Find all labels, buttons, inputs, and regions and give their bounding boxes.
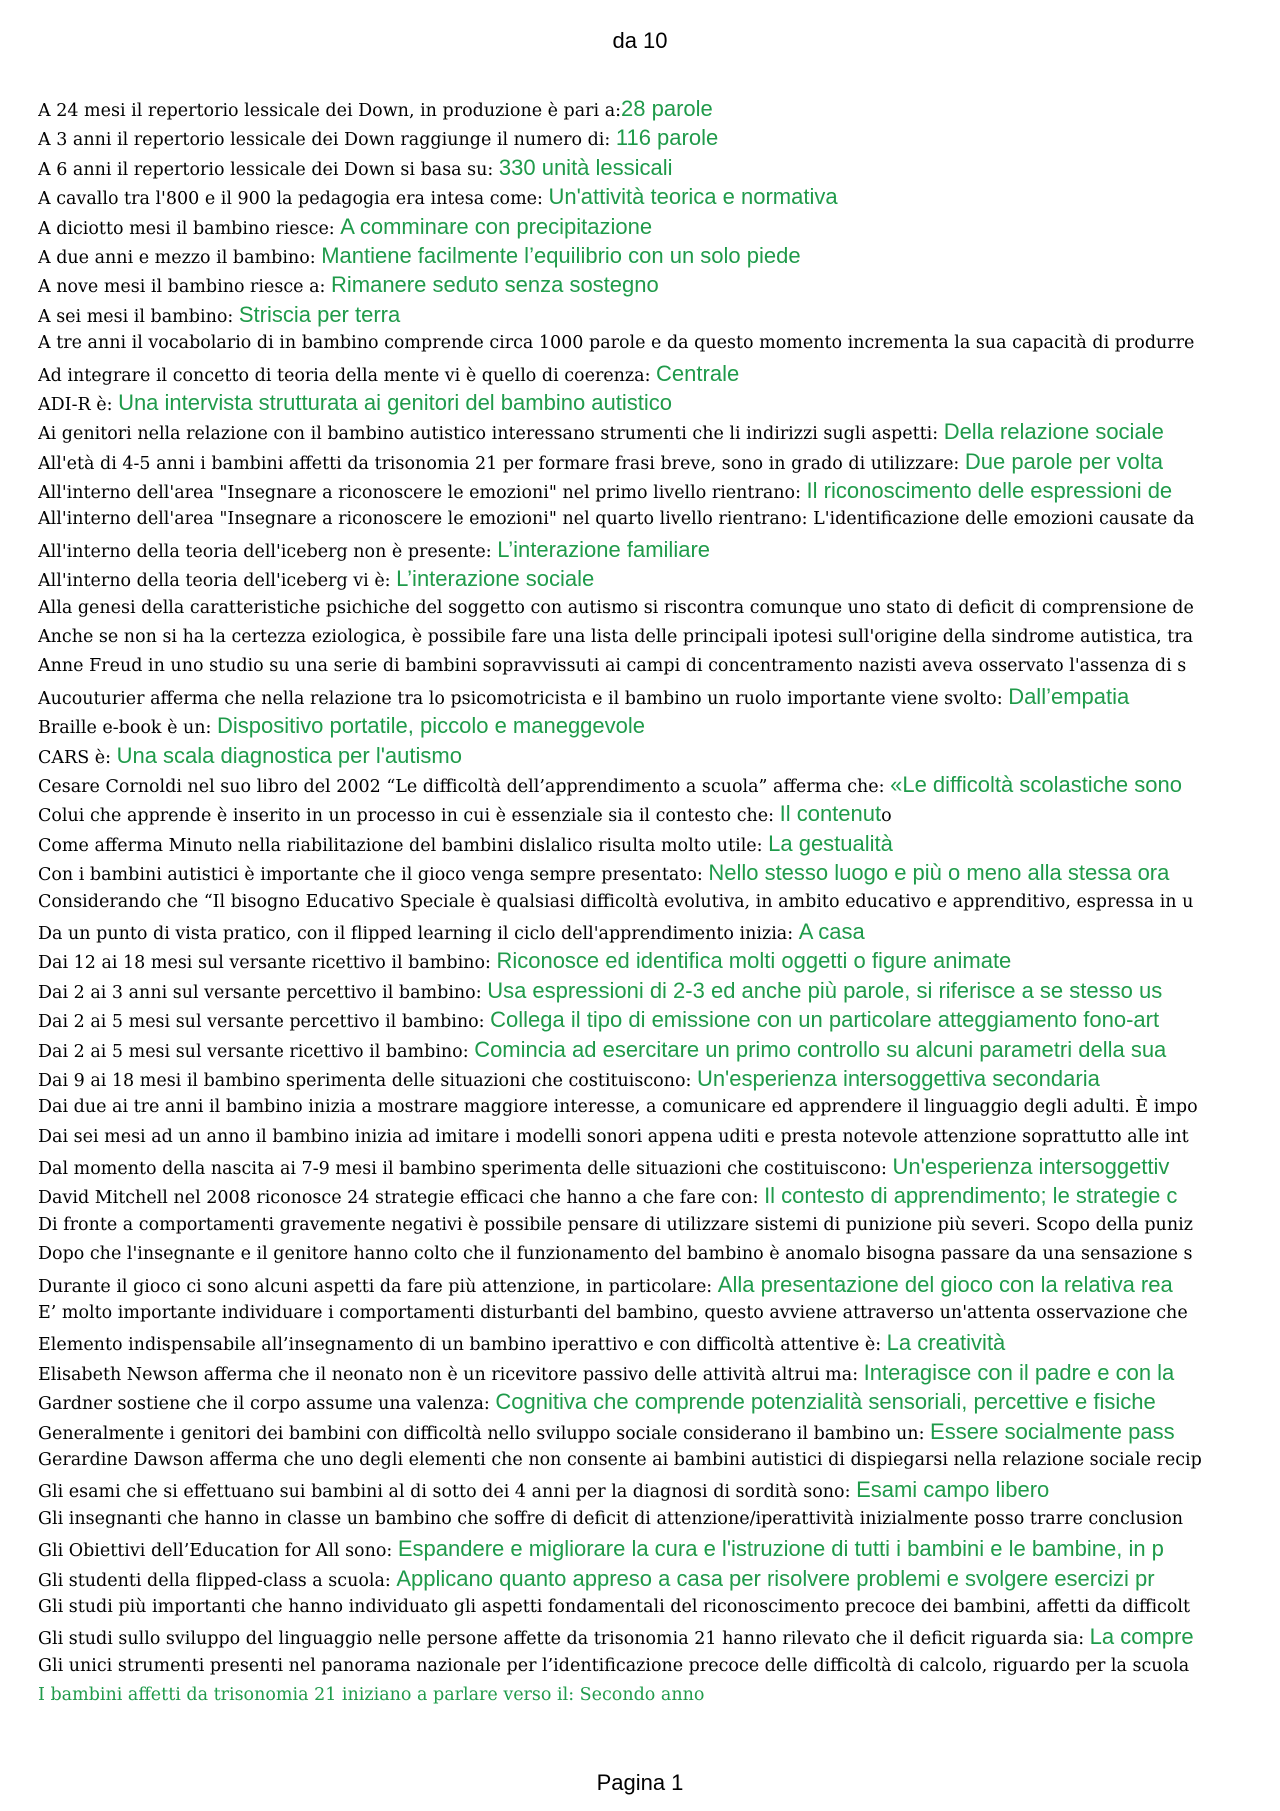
question-text: Considerando che “Il bisogno Educativo Speciale è qualsiasi difficoltà evolutiva, in ambito educativo e apprenditivo, espressa in u xyxy=(38,891,1194,912)
qa-row xyxy=(38,329,1230,358)
question-text: A cavallo tra l'800 e il 900 la pedagogia era intesa come: xyxy=(38,189,549,210)
answer-text: Della relazione sociale xyxy=(943,419,1164,445)
qa-row xyxy=(38,1123,1230,1152)
qa-row xyxy=(38,182,1230,211)
answer-text: Essere socialmente pass xyxy=(930,1418,1175,1444)
answer-text: Mantiene facilmente l’equilibrio con un solo piede xyxy=(321,242,801,268)
question-text: Aucouturier afferma che nella relazione tra lo psicomotricista e il bambino un ruolo importante viene svolto: xyxy=(38,688,1009,709)
answer-text: Riconosce ed identifica molti oggetti o figure animate xyxy=(496,948,1012,974)
question-text: I bambini affetti da trisonomia 21 iniziano a parlare verso il: xyxy=(38,1685,580,1706)
qa-row xyxy=(38,1475,1230,1504)
question-text: Da un punto di vista pratico, con il flipped learning il ciclo dell'apprendimento inizia: xyxy=(38,923,799,944)
question-text: All'interno della teoria dell'iceberg vi è: xyxy=(38,571,397,592)
question-text: Dopo che l'insegnante e il genitore hanno colto che il funzionamento del bambino è anomalo bisogna passare da una sensazione s xyxy=(38,1244,1193,1265)
qa-row xyxy=(38,359,1230,388)
answer-text: Striscia per terra xyxy=(238,301,401,327)
qa-row xyxy=(38,741,1230,770)
answer-text: 28 parole xyxy=(621,96,713,121)
question-text: Ad integrare il concetto di teoria della mente vi è quello di coerenza: xyxy=(38,365,657,386)
answer-text: Due parole per volta xyxy=(964,448,1164,474)
qa-row xyxy=(38,535,1230,564)
qa-list xyxy=(38,94,1230,1710)
question-text: A nove mesi il bambino riesce a: xyxy=(38,277,331,298)
question-text: Durante il gioco ci sono alcuni aspetti da fare più attenzione, in particolare: xyxy=(38,1276,718,1297)
qa-row xyxy=(38,1534,1230,1563)
question-text: Gli unici strumenti presenti nel panorama nazionale per l’identificazione precoce delle difficoltà di calcolo, riguardo per la scuola xyxy=(38,1655,1190,1676)
answer-text: Nello stesso luogo e più o meno alla stessa ora xyxy=(708,860,1170,886)
question-text: Elemento indispensabile all’insegnamento di un bambino iperattivo e con difficoltà attentive è: xyxy=(38,1335,887,1356)
qa-row xyxy=(38,300,1230,329)
question-text: All'età di 4-5 anni i bambini affetti da trisonomia 21 per formare frasi breve, sono in grado di utilizzare: xyxy=(38,453,965,474)
question-text: Cesare Cornoldi nel suo libro del 2002 “Le difficoltà dell’apprendimento a scuola” afferma che: xyxy=(38,776,891,797)
question-text: A due anni e mezzo il bambino: xyxy=(38,247,322,268)
question-text: A diciotto mesi il bambino riesce: xyxy=(38,218,341,239)
answer-text: 330 unità lessicali xyxy=(498,154,673,180)
answer-text: Usa espressioni di 2-3 ed anche più parole, si riferisce a se stesso us xyxy=(487,977,1163,1003)
answer-text: Una intervista strutturata ai genitori del bambino autistico xyxy=(118,389,673,415)
qa-row xyxy=(38,1652,1230,1681)
qa-row xyxy=(38,770,1230,799)
qa-row xyxy=(38,594,1230,623)
question-text: Dai 12 ai 18 mesi sul versante ricettivo il bambino: xyxy=(38,953,497,974)
qa-row xyxy=(38,1093,1230,1122)
qa-row xyxy=(38,1064,1230,1093)
question-text: Come afferma Minuto nella riabilitazione del bambini dislalico risulta molto utile: xyxy=(38,835,769,856)
question-text: CARS è: xyxy=(38,747,117,768)
question-text: All'interno dell'area "Insegnare a riconoscere le emozioni" nel primo livello rientrano: xyxy=(38,483,807,504)
qa-row xyxy=(38,888,1230,917)
answer-text: L’interazione familiare xyxy=(497,536,710,562)
answer-text: Il contesto di apprendimento; le strategie c xyxy=(764,1183,1178,1209)
answer-text: Secondo anno xyxy=(579,1685,705,1706)
qa-row xyxy=(38,1152,1230,1181)
qa-row xyxy=(38,1328,1230,1357)
question-text: ADI-R è: xyxy=(38,394,119,415)
qa-row xyxy=(38,623,1230,652)
question-text: Dai 9 ai 18 mesi il bambino sperimenta delle situazioni che costituiscono: xyxy=(38,1070,697,1091)
answer-text: Applicano quanto appreso a casa per risolvere problemi e svolgere esercizi pr xyxy=(396,1565,1155,1591)
question-text: Dai 2 ai 3 anni sul versante percettivo il bambino: xyxy=(38,982,488,1003)
question-text: A 6 anni il repertorio lessicale dei Down si basa su: xyxy=(38,159,499,180)
answer-text: Centrale xyxy=(656,360,740,386)
question-text: A 24 mesi il repertorio lessicale dei Down, in produzione è pari a: xyxy=(38,101,622,121)
answer-text: Un'esperienza intersoggettiv xyxy=(892,1154,1170,1180)
question-text: Gli Obiettivi dell’Education for All sono: xyxy=(38,1541,398,1562)
answer-text: Esami campo libero xyxy=(856,1477,1050,1503)
answer-text: La compre xyxy=(1089,1624,1194,1650)
question-text: Gardner sostiene che il corpo assume una valenza: xyxy=(38,1394,496,1415)
qa-row xyxy=(38,976,1230,1005)
question-text: A tre anni il vocabolario di in bambino comprende circa 1000 parole e da questo momento incrementa la sua capacità di produrre xyxy=(38,333,1195,354)
question-text: Di fronte a comportamenti gravemente negativi è possibile pensare di utilizzare sistemi di punizione più severi. Scopo della puniz xyxy=(38,1214,1193,1235)
question-text: Dai 2 ai 5 mesi sul versante percettivo il bambino: xyxy=(38,1012,491,1033)
page-number: Pagina 1 xyxy=(596,1770,684,1795)
question-text: Gli studi più importanti che hanno individuato gli aspetti fondamentali del riconoscimento precoce dei bambini, affetti da difficolt xyxy=(38,1596,1191,1617)
question-text: Gli studenti della flipped-class a scuola: xyxy=(38,1570,397,1591)
answer-text: La creatività xyxy=(886,1330,1006,1356)
question-text: Generalmente i genitori dei bambini con difficoltà nello sviluppo sociale considerano il bambino un: xyxy=(38,1423,931,1444)
question-text: Anne Freud in uno studio su una serie di bambini sopravvissuti ai campi di concentramento nazisti aveva osservato l'assenza di s xyxy=(38,656,1187,677)
question-text: A 3 anni il repertorio lessicale dei Down raggiunge il numero di: xyxy=(38,130,616,151)
qa-row xyxy=(38,1211,1230,1240)
qa-row xyxy=(38,1035,1230,1064)
answer-text: Alla presentazione del gioco con la relativa rea xyxy=(717,1271,1173,1297)
qa-row xyxy=(38,799,1230,828)
answer-text: La gestualità xyxy=(768,830,893,856)
answer-tail-text: o xyxy=(881,806,892,827)
qa-row xyxy=(38,1446,1230,1475)
qa-row xyxy=(38,123,1230,152)
question-text: Con i bambini autistici è importante che il gioco venga sempre presentato: xyxy=(38,865,709,886)
qa-row xyxy=(38,946,1230,975)
answer-text: Il contenut xyxy=(779,801,882,827)
answer-text: Dall’empatia xyxy=(1008,683,1130,709)
answer-text: Una scala diagnostica per l'autismo xyxy=(116,742,462,768)
question-text: Colui che apprende è inserito in un processo in cui è essenziale sia il contesto che: xyxy=(38,806,780,827)
answer-text: «Le difficoltà scolastiche sono xyxy=(890,771,1182,797)
question-text: Gli insegnanti che hanno in classe un bambino che soffre di deficit di attenzione/iperattività inizialmente posso trarre conclusion xyxy=(38,1508,1184,1529)
answer-text: 116 parole xyxy=(615,125,719,151)
qa-row xyxy=(38,241,1230,270)
qa-row xyxy=(38,858,1230,887)
qa-row xyxy=(38,564,1230,593)
qa-row xyxy=(38,652,1230,681)
answer-text: Interagisce con il padre e con la xyxy=(863,1359,1175,1385)
question-text: Gli studi sullo sviluppo del linguaggio nelle persone affette da trisonomia 21 hanno rilevato che il deficit riguarda sia: xyxy=(38,1629,1090,1650)
qa-row xyxy=(38,1505,1230,1534)
answer-text: Dispositivo portatile, piccolo e maneggevole xyxy=(217,713,646,739)
qa-row xyxy=(38,388,1230,417)
question-text: Dai due ai tre anni il bambino inizia a mostrare maggiore interesse, a comunicare ed apprendere il linguaggio degli adulti. È impo xyxy=(38,1097,1198,1118)
qa-row xyxy=(38,682,1230,711)
page-header-title: da 10 xyxy=(612,28,668,53)
qa-row xyxy=(38,270,1230,299)
question-text: Dai sei mesi ad un anno il bambino inizia ad imitare i modelli sonori appena uditi e presta notevole attenzione soprattutto alle int xyxy=(38,1126,1189,1147)
answer-text: A comminare con precipitazione xyxy=(340,213,653,239)
answer-text: Collega il tipo di emissione con un particolare atteggiamento fono-art xyxy=(490,1007,1160,1033)
qa-row xyxy=(38,1299,1230,1328)
question-text: E’ molto importante individuare i comportamenti disturbanti del bambino, questo avviene attraverso un'attenta osservazione che xyxy=(38,1303,1188,1324)
answer-text: L’interazione sociale xyxy=(396,566,595,592)
qa-row xyxy=(38,417,1230,446)
qa-row xyxy=(38,1593,1230,1622)
question-text: Braille e-book è un: xyxy=(38,718,217,739)
qa-row xyxy=(38,1005,1230,1034)
qa-row xyxy=(38,1622,1230,1651)
answer-text: Rimanere seduto senza sostegno xyxy=(330,272,659,298)
qa-row xyxy=(38,505,1230,534)
question-text: A sei mesi il bambino: xyxy=(38,306,239,327)
qa-row xyxy=(38,1681,1230,1710)
answer-text: Un'attività teorica e normativa xyxy=(548,184,838,210)
question-text: All'interno dell'area "Insegnare a riconoscere le emozioni" nel quarto livello rientrano: L'identificazione delle emozioni causate da xyxy=(38,509,1195,530)
question-text: Anche se non si ha la certezza eziologica, è possibile fare una lista delle principali ipotesi sull'origine della sindrome autistica, tra xyxy=(38,627,1194,648)
qa-row xyxy=(38,829,1230,858)
question-text: Ai genitori nella relazione con il bambino autistico interessano strumenti che li indirizzi sugli aspetti: xyxy=(38,424,944,445)
answer-text: Comincia ad esercitare un primo controllo su alcuni parametri della sua xyxy=(474,1036,1167,1062)
qa-row xyxy=(38,153,1230,182)
qa-row xyxy=(38,1240,1230,1269)
answer-text: A casa xyxy=(798,918,865,944)
qa-row xyxy=(38,212,1230,241)
question-text: Elisabeth Newson afferma che il neonato non è un ricevitore passivo delle attività altrui ma: xyxy=(38,1364,864,1385)
qa-row xyxy=(38,711,1230,740)
question-text: Gli esami che si effettuano sui bambini al di sotto dei 4 anni per la diagnosi di sordità sono: xyxy=(38,1482,857,1503)
question-text: Dai 2 ai 5 mesi sul versante ricettivo il bambino: xyxy=(38,1041,475,1062)
qa-row xyxy=(38,447,1230,476)
qa-row xyxy=(38,1358,1230,1387)
question-text: Dal momento della nascita ai 7-9 mesi il bambino sperimenta delle situazioni che costituiscono: xyxy=(38,1159,893,1180)
answer-text: Espandere e migliorare la cura e l'istruzione di tutti i bambini e le bambine, in p xyxy=(397,1536,1164,1562)
question-text: David Mitchell nel 2008 riconosce 24 strategie efficaci che hanno a che fare con: xyxy=(38,1188,765,1209)
qa-row xyxy=(38,1417,1230,1446)
answer-text: Cognitiva che comprende potenzialità sensoriali, percettive e fisiche xyxy=(495,1389,1156,1415)
answer-text: Un'esperienza intersoggettiva secondaria xyxy=(696,1065,1100,1091)
question-text: Alla genesi della caratteristiche psichiche del soggetto con autismo si riscontra comunque uno stato di deficit di comprensione de xyxy=(38,597,1194,618)
qa-row xyxy=(38,476,1230,505)
qa-row xyxy=(38,1387,1230,1416)
answer-text: Il riconoscimento delle espressioni de xyxy=(806,478,1173,504)
question-text: Gerardine Dawson afferma che uno degli elementi che non consente ai bambini autistici di dispiegarsi nella relazione sociale recip xyxy=(38,1449,1202,1470)
qa-row xyxy=(38,94,1230,123)
qa-row xyxy=(38,1181,1230,1210)
qa-row xyxy=(38,1270,1230,1299)
question-text: All'interno della teoria dell'iceberg non è presente: xyxy=(38,541,498,562)
qa-row xyxy=(38,917,1230,946)
qa-row xyxy=(38,1564,1230,1593)
